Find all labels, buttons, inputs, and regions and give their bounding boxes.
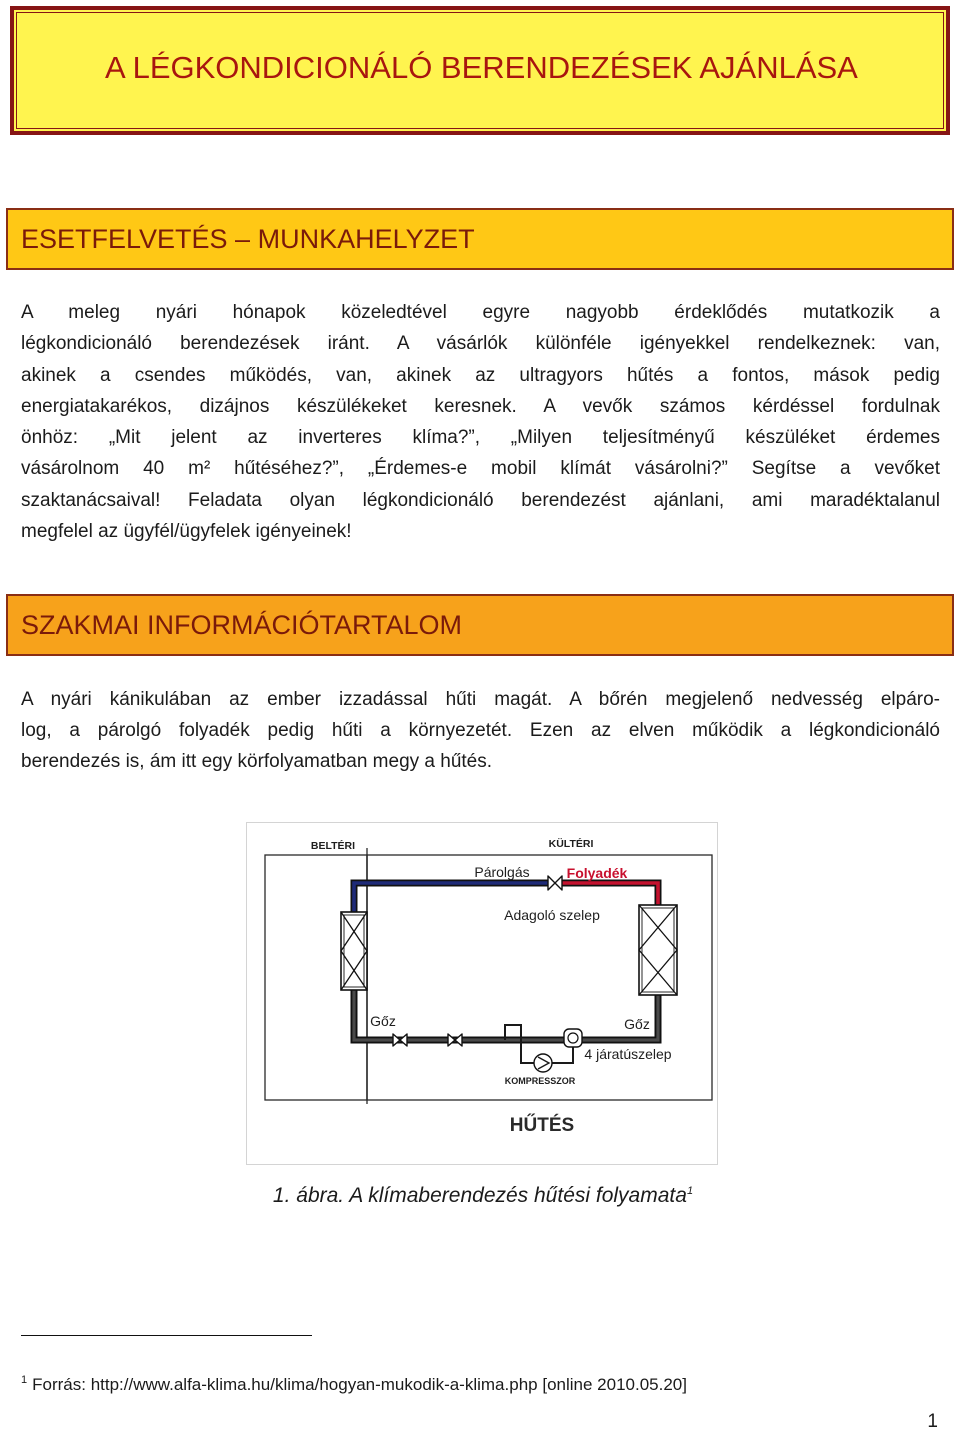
paragraph-line: log, a párolgó folyadék pedig hűti a környezetét. Ezen az elven működik a légkondicionáló (21, 720, 940, 741)
footnote (21, 1374, 687, 1396)
section-heading-case (6, 208, 954, 270)
section-heading-info (6, 594, 954, 656)
paragraph-line: önhöz: „Mit jelent az inverteres klíma?”, „Milyen teljesítményű készüléket érdemes (21, 427, 940, 449)
label-vapor-left: Gőz (370, 1013, 396, 1029)
compressor (534, 1054, 552, 1072)
footnote-suffix: [online 2010.05.20] (542, 1375, 687, 1394)
paragraph-line: energiatakarékos, dizájnos készülékeket keresnek. A vevők számos kérdéssel fordulnak (21, 395, 940, 417)
label-four-way-valve: 4 járatúszelep (584, 1046, 672, 1062)
label-evaporation: Párolgás (474, 864, 530, 880)
outdoor-coil (639, 905, 677, 995)
paragraph-line: berendezés is, ám itt egy körfolyamatban megy a hűtés. (21, 751, 493, 772)
four-way-valve (564, 1029, 582, 1047)
footnote-marker: 1 (21, 1374, 28, 1387)
paragraph-line: megfelel az ügyfél/ügyfelek igényeinek! (21, 521, 352, 543)
figure-caption (6, 1182, 960, 1210)
label-mode: HŰTÉS (509, 1115, 575, 1136)
figure-cooling-diagram (246, 822, 718, 1165)
page-title: A LÉGKONDICIONÁLÓ BERENDEZÉSEK AJÁNLÁSA (105, 49, 858, 85)
label-compressor: KOMPRESSZOR (504, 1076, 576, 1086)
cooling-cycle-diagram (246, 822, 718, 1165)
caption-footnote-ref: 1 (686, 1185, 694, 1197)
label-expansion-valve: Adagoló szelep (504, 907, 600, 923)
paragraph-line: A nyári kánikulában az ember izzadással hűti magát. A bőrén megjelenő nedvesség elpáro- (21, 689, 940, 710)
paragraph-line: vásárolnom 40 m² hűtéséhez?”, „Érdemes-e mobil klímát vásárolni?” Segítse a vevőket (21, 458, 940, 480)
footnote-url: http://www.alfa-klima.hu/klima/hogyan-mukodik-a-klima.php (90, 1375, 538, 1394)
footnote-prefix: Forrás: (32, 1375, 86, 1394)
title-banner (10, 6, 950, 135)
page-number: 1 (927, 1411, 938, 1432)
paragraph-line: A meleg nyári hónapok közeledtével egyre nagyobb érdeklődés mutatkozik a (21, 302, 940, 323)
label-outdoor: KÜLTÉRI (548, 838, 594, 850)
label-liquid: Folyadék (566, 865, 628, 881)
section-heading-case-text: ESETFELVETÉS – MUNKAHELYZET (21, 223, 475, 254)
label-vapor-right: Gőz (624, 1016, 650, 1032)
paragraph-line: akinek a csendes működés, van, akinek az ultragyors hűtés a fontos, mások pedig (21, 364, 940, 386)
section-heading-info-text: SZAKMAI INFORMÁCIÓTARTALOM (21, 609, 463, 640)
paragraph-case (21, 297, 940, 547)
paragraph-line: légkondicionáló berendezések iránt. A vásárlók különféle igényekkel rendelkeznek: van, (21, 333, 940, 355)
label-indoor: BELTÉRI (310, 840, 356, 852)
paragraph-info (21, 684, 940, 777)
indoor-coil (341, 912, 367, 990)
footnote-separator (21, 1335, 312, 1336)
figure-caption-text: 1. ábra. A klímaberendezés hűtési folyamata (272, 1184, 687, 1207)
paragraph-line: szaktanácsaival! Feladata olyan légkondicionáló berendezést ajánlani, ami maradéktalanul (21, 489, 940, 511)
